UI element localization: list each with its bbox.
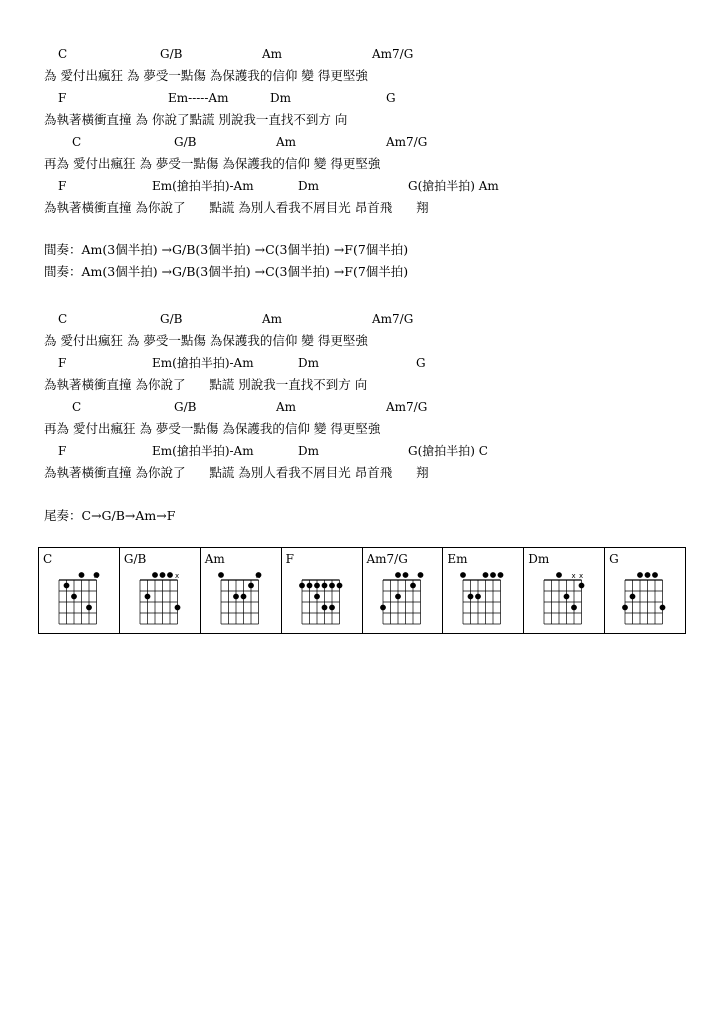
chord-chart xyxy=(201,548,282,633)
chord-symbol: F xyxy=(58,91,67,105)
top-dot xyxy=(79,572,85,578)
chord-diagram xyxy=(453,568,513,630)
chord-symbol: C xyxy=(58,312,68,326)
top-dot xyxy=(556,572,562,578)
chord-symbol: Am xyxy=(262,47,283,61)
barre-dot xyxy=(299,583,305,589)
chord-symbol: Am7/G xyxy=(372,312,414,326)
chord-symbol: G xyxy=(416,356,426,370)
lyric-line: 為執著橫衝直撞 為 你說了點謊 別說我一直找不到方 向 xyxy=(44,112,348,127)
top-dot xyxy=(167,572,173,578)
chord-symbol: Em(搶拍半拍)-Am xyxy=(152,444,254,458)
chord-symbol: G/B xyxy=(174,400,197,414)
top-dot xyxy=(637,572,643,578)
top-dot xyxy=(483,572,489,578)
lyric-line: 再為 愛付出瘋狂 為 夢受一點傷 為保護我的信仰 變 得更堅強 xyxy=(44,156,381,171)
chord-symbol: Am7/G xyxy=(386,135,428,149)
top-dot xyxy=(402,572,408,578)
finger-dot xyxy=(64,583,70,589)
finger-dot xyxy=(321,605,327,611)
chord-symbol: C xyxy=(72,135,82,149)
chord-symbol: Am7/G xyxy=(372,47,414,61)
finger-dot xyxy=(380,605,386,611)
finger-dot xyxy=(314,594,320,600)
chord-diagram xyxy=(534,568,594,630)
finger-dot xyxy=(86,605,92,611)
lyric-line: 為 愛付出瘋狂 為 夢受一點傷 為保護我的信仰 變 得更堅強 xyxy=(44,68,368,83)
finger-dot xyxy=(571,605,577,611)
chord-symbol: Am xyxy=(262,312,283,326)
top-dot xyxy=(645,572,651,578)
chord-chart-table xyxy=(38,547,686,634)
finger-dot xyxy=(630,594,636,600)
chord-symbol: Em-----Am xyxy=(168,91,229,105)
barre-dot xyxy=(329,583,335,589)
chord-symbol: G/B xyxy=(174,135,197,149)
chord-chart xyxy=(39,548,120,633)
chord-chart xyxy=(282,548,363,633)
chord-chart-name: C xyxy=(43,552,53,566)
chord-symbol: C xyxy=(72,400,82,414)
top-dot xyxy=(417,572,423,578)
finger-dot xyxy=(410,583,416,589)
finger-dot xyxy=(174,605,180,611)
chord-symbol: Em(搶拍半拍)-Am xyxy=(152,179,254,193)
finger-dot xyxy=(468,594,474,600)
chord-diagram xyxy=(615,568,675,630)
chord-symbol: F xyxy=(58,179,67,193)
chord-chart xyxy=(443,548,524,633)
chord-symbol: Dm xyxy=(270,91,291,105)
barre-dot xyxy=(314,583,320,589)
mute-mark: x xyxy=(579,572,584,580)
chord-symbol: Dm xyxy=(298,179,319,193)
chord-diagram xyxy=(130,568,190,630)
chord-chart-name: Am xyxy=(204,552,225,566)
mute-mark: x xyxy=(94,572,99,580)
lyric-line: 為執著橫衝直撞 為你說了 點謊 別說我一直找不到方 向 xyxy=(44,377,368,392)
outro-line: 尾奏：C→G/B→Am→F xyxy=(44,508,176,523)
chord-chart-name: G/B xyxy=(123,552,147,566)
top-dot xyxy=(218,572,224,578)
finger-dot xyxy=(71,594,77,600)
chord-symbol: Am xyxy=(276,135,297,149)
top-dot xyxy=(460,572,466,578)
chord-chart-name: F xyxy=(285,552,294,566)
chord-symbol: G xyxy=(386,91,396,105)
finger-dot xyxy=(622,605,628,611)
mute-mark: x xyxy=(255,572,260,580)
top-dot xyxy=(652,572,658,578)
interlude-line: 間奏：Am(3個半拍) →G/B(3個半拍) →C(3個半拍) →F(7個半拍) xyxy=(44,242,409,257)
finger-dot xyxy=(660,605,666,611)
finger-dot xyxy=(329,605,335,611)
chord-chart-name: Em xyxy=(447,552,468,566)
chord-symbol: Am7/G xyxy=(386,400,428,414)
chord-symbol: F xyxy=(58,444,67,458)
barre-dot xyxy=(336,583,342,589)
barre-dot xyxy=(321,583,327,589)
top-dot xyxy=(152,572,158,578)
lyric-line: 再為 愛付出瘋狂 為 夢受一點傷 為保護我的信仰 變 得更堅強 xyxy=(44,421,381,436)
chord-symbol: Dm xyxy=(298,444,319,458)
top-dot xyxy=(159,572,165,578)
finger-dot xyxy=(233,594,239,600)
chord-symbol: Dm xyxy=(298,356,319,370)
top-dot xyxy=(490,572,496,578)
chord-symbol: G(搶拍半拍) Am xyxy=(408,179,499,193)
chord-chart-name: Dm xyxy=(528,552,550,566)
chord-symbol: Em(搶拍半拍)-Am xyxy=(152,356,254,370)
lyric-line: 為執著橫衝直撞 為你說了 點謊 為別人看我不屑目光 昂首飛 翔 xyxy=(44,465,429,480)
chord-chart xyxy=(524,548,605,633)
chord-chart xyxy=(120,548,201,633)
chord-symbol: G(搶拍半拍) C xyxy=(408,444,488,458)
barre-dot xyxy=(306,583,312,589)
chord-diagram xyxy=(292,568,352,630)
chord-chart xyxy=(605,548,685,633)
finger-dot xyxy=(564,594,570,600)
chord-diagram xyxy=(211,568,271,630)
chord-symbol: F xyxy=(58,356,67,370)
chord-diagram xyxy=(49,568,109,630)
top-dot xyxy=(498,572,504,578)
chord-chart-name: G xyxy=(609,552,619,566)
chord-symbol: G/B xyxy=(160,47,183,61)
chord-chart-name: Am7/G xyxy=(366,552,408,566)
mute-mark: x xyxy=(174,572,180,580)
chord-symbol: Am xyxy=(276,400,297,414)
finger-dot xyxy=(248,583,254,589)
mute-mark: x xyxy=(571,572,576,580)
lyric-line: 為執著橫衝直撞 為你說了 點謊 為別人看我不屑目光 昂首飛 翔 xyxy=(44,200,429,215)
lyric-line: 為 愛付出瘋狂 為 夢受一點傷 為保護我的信仰 變 得更堅強 xyxy=(44,333,368,348)
top-dot xyxy=(395,572,401,578)
finger-dot xyxy=(475,594,481,600)
interlude-line: 間奏：Am(3個半拍) →G/B(3個半拍) →C(3個半拍) →F(7個半拍) xyxy=(44,264,409,279)
chord-symbol: C xyxy=(58,47,68,61)
finger-dot xyxy=(240,594,246,600)
finger-dot xyxy=(579,583,585,589)
finger-dot xyxy=(144,594,150,600)
chord-chart xyxy=(363,548,444,633)
chord-diagram xyxy=(373,568,433,630)
finger-dot xyxy=(395,594,401,600)
chord-symbol: G/B xyxy=(160,312,183,326)
